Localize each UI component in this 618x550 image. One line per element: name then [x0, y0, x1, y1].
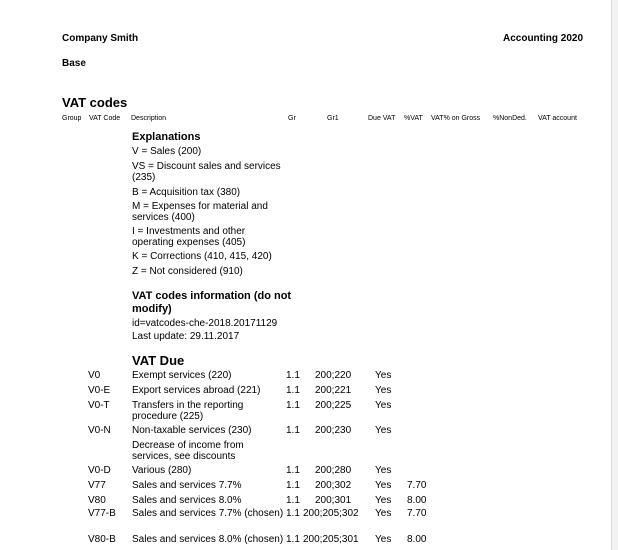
col-vat-code: VAT Code: [89, 115, 121, 122]
description-cell: Sales and services 8.0% (chosen): [132, 534, 284, 545]
description-cell: Various (280): [132, 465, 192, 476]
explanation-item: V = Sales (200): [132, 146, 202, 157]
gr-cell: 1.1: [286, 425, 300, 436]
gr1-cell: 200;205;302: [303, 508, 359, 519]
gr-cell: 1.1: [286, 400, 300, 411]
due-vat-cell: Yes: [375, 370, 392, 381]
info-id: id=vatcodes-che-2018.20171129: [132, 318, 278, 329]
report-subtitle: Base: [62, 58, 86, 69]
col-vat-account: VAT account: [538, 115, 577, 122]
explanation-item: B = Acquisition tax (380): [132, 187, 241, 198]
vat-code-cell: V80: [88, 495, 106, 506]
gr-cell: 1.1: [286, 480, 300, 491]
pct-vat-cell: 7.70: [407, 508, 427, 519]
due-vat-cell: Yes: [375, 495, 392, 506]
gr-cell: 1.1: [286, 385, 300, 396]
description-cell: Sales and services 8.0%: [132, 495, 242, 506]
gr1-cell: 200;205;301: [303, 534, 359, 545]
vat-due-title: VAT Due: [132, 353, 185, 368]
description-cell: Transfers in the reporting procedure (225): [132, 400, 244, 422]
due-vat-cell: Yes: [375, 465, 392, 476]
vat-code-cell: V77: [88, 480, 106, 491]
gr1-cell: 200;230: [315, 425, 352, 436]
gr-cell: 1.1: [286, 508, 300, 519]
explanation-item: Z = Not considered (910): [132, 266, 243, 277]
explanations-title: Explanations: [132, 131, 201, 143]
col-pct-vat: %VAT: [404, 115, 423, 122]
gr-cell: 1.1: [286, 370, 300, 381]
description-cell: Decrease of income from services, see discounts: [132, 440, 244, 462]
col-pct-vat-gross: VAT% on Gross: [431, 115, 481, 122]
gr-cell: 1.1: [286, 465, 300, 476]
gr1-cell: 200;280: [315, 465, 352, 476]
due-vat-cell: Yes: [375, 385, 392, 396]
pct-vat-cell: 8.00: [407, 534, 427, 545]
description-cell: Sales and services 7.7% (chosen): [132, 508, 284, 519]
due-vat-cell: Yes: [375, 400, 392, 411]
report-title: Accounting 2020: [503, 33, 584, 44]
due-vat-cell: Yes: [375, 534, 392, 545]
explanation-item: M = Expenses for material and services (400): [132, 201, 268, 223]
page-edge: [611, 0, 618, 550]
vat-code-cell: V77-B: [88, 508, 116, 519]
description-cell: Sales and services 7.7%: [132, 480, 242, 491]
gr1-cell: 200;302: [315, 480, 352, 491]
col-gr: Gr: [288, 115, 296, 122]
gr1-cell: 200;301: [315, 495, 352, 506]
info-title: VAT codes information (do not modify): [132, 290, 292, 315]
explanation-item: I = Investments and other operating expenses (405): [132, 226, 246, 248]
col-description: Description: [131, 115, 167, 122]
pct-vat-cell: 7.70: [407, 480, 427, 491]
vat-code-cell: V0-E: [88, 385, 111, 396]
gr-cell: 1.1: [286, 495, 300, 506]
col-due-vat: Due VAT: [368, 115, 396, 122]
pct-vat-cell: 8.00: [407, 495, 427, 506]
explanation-item: VS = Discount sales and services (235): [132, 161, 281, 183]
description-cell: Exempt services (220): [132, 370, 232, 381]
explanation-item: K = Corrections (410, 415, 420): [132, 251, 272, 262]
vat-code-cell: V0-N: [88, 425, 111, 436]
vat-code-cell: V0: [88, 370, 101, 381]
col-gr1: Gr1: [327, 115, 339, 122]
info-last-update: Last update: 29.11.2017: [132, 331, 240, 342]
due-vat-cell: Yes: [375, 508, 392, 519]
due-vat-cell: Yes: [375, 425, 392, 436]
description-cell: Export services abroad (221): [132, 385, 261, 396]
vat-code-cell: V0-T: [88, 400, 110, 411]
company-name: Company Smith: [62, 33, 139, 44]
vat-code-cell: V80-B: [88, 534, 116, 545]
section-title: VAT codes: [62, 95, 128, 110]
description-cell: Non-taxable services (230): [132, 425, 252, 436]
gr1-cell: 200;225: [315, 400, 352, 411]
col-group: Group: [62, 115, 82, 122]
gr1-cell: 200;220: [315, 370, 352, 381]
vat-code-cell: V0-D: [88, 465, 111, 476]
due-vat-cell: Yes: [375, 480, 392, 491]
gr1-cell: 200;221: [315, 385, 352, 396]
gr-cell: 1.1: [286, 534, 300, 545]
col-pct-nonded: %NonDed.: [493, 115, 527, 122]
